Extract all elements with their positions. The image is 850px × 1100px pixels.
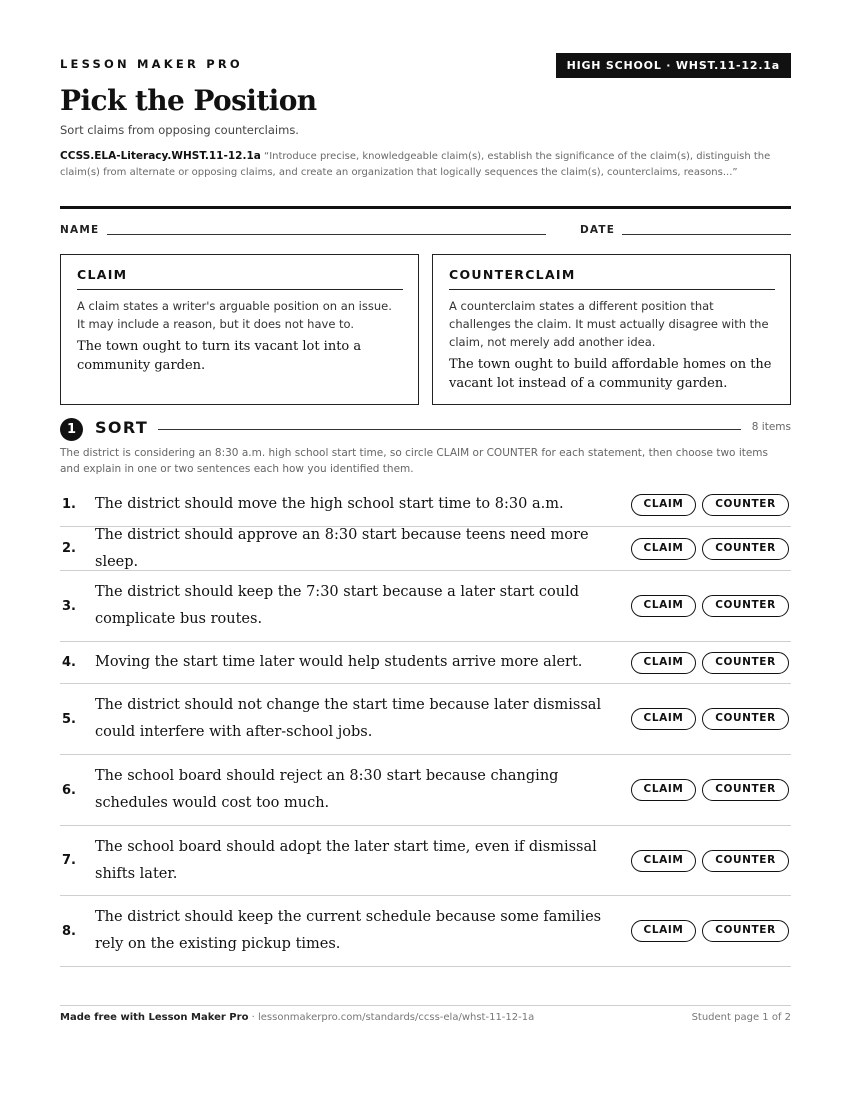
list-item <box>60 684 791 755</box>
choice-group <box>631 779 789 801</box>
item-statement: The district should keep the 7:30 start because a later start could complicate bus routes. <box>95 584 580 627</box>
name-field[interactable] <box>107 234 546 235</box>
section-divider <box>158 429 741 430</box>
date-field[interactable] <box>622 234 791 235</box>
standard-quote: “Introduce precise, knowledgeable claim(s), establish the significance of the claim(s), distinguish the claim(s) from alternate or opposing claims, and create an organization that logically sequences the claim(s), counterclaims, reasons...” <box>60 151 771 178</box>
worksheet-page <box>60 0 791 1100</box>
choice-group <box>631 494 789 516</box>
page-title: Pick the Position <box>60 84 317 117</box>
counter-choice-button[interactable]: COUNTER <box>702 920 789 942</box>
counter-choice-button[interactable]: COUNTER <box>702 708 789 730</box>
section-instructions: The district is considering an 8:30 a.m. high school start time, so circle CLAIM or COUNTER for each statement, then choose two items and explain in one or two sentences each how you identified them. <box>60 447 769 475</box>
list-item <box>60 642 791 684</box>
item-number: 3. <box>62 598 76 614</box>
choice-group <box>631 708 789 730</box>
counter-choice-button[interactable]: COUNTER <box>702 538 789 560</box>
claim-choice-button[interactable]: CLAIM <box>631 538 696 560</box>
claim-choice-button[interactable]: CLAIM <box>631 652 696 674</box>
item-number: 2. <box>62 541 76 556</box>
claim-choice-button[interactable]: CLAIM <box>631 708 696 730</box>
item-statement: Moving the start time later would help students arrive more alert. <box>95 654 583 670</box>
page-subtitle: Sort claims from opposing counterclaims. <box>60 123 299 137</box>
standard-description <box>60 148 791 181</box>
list-item <box>60 527 791 571</box>
item-number: 4. <box>62 655 76 670</box>
list-item <box>60 571 791 642</box>
item-count: 8 items <box>751 421 791 433</box>
item-number: 1. <box>62 497 76 512</box>
choice-group <box>631 538 789 560</box>
standard-code: CCSS.ELA-Literacy.WHST.11-12.1a <box>60 150 261 162</box>
footer-credit <box>60 1012 534 1023</box>
item-statement: The school board should reject an 8:30 start because changing schedules would cost too much. <box>95 768 559 811</box>
sort-items-list <box>60 483 791 967</box>
counterclaim-box-heading: COUNTERCLAIM <box>449 267 775 290</box>
claim-definition-box <box>60 254 419 405</box>
claim-definition: A claim states a writer's arguable position on an issue. It may include a reason, but it does not have to. <box>77 299 392 331</box>
footer-made-with: Made free with Lesson Maker Pro <box>60 1012 249 1023</box>
counter-choice-button[interactable]: COUNTER <box>702 652 789 674</box>
item-number: 7. <box>62 853 76 868</box>
choice-group <box>631 595 789 617</box>
claim-choice-button[interactable]: CLAIM <box>631 595 696 617</box>
item-statement: The school board should adopt the later start time, even if dismissal shifts later. <box>95 838 597 882</box>
counterclaim-example: The town ought to build affordable homes on the vacant lot instead of a community garden. <box>449 357 772 391</box>
claim-choice-button[interactable]: CLAIM <box>631 494 696 516</box>
choice-group <box>631 920 789 942</box>
footer-page-number: Student page 1 of 2 <box>691 1012 791 1023</box>
counter-choice-button[interactable]: COUNTER <box>702 494 789 516</box>
claim-example: The town ought to turn its vacant lot into a community garden. <box>77 339 362 373</box>
header-divider <box>60 206 791 209</box>
list-item <box>60 755 791 826</box>
item-number: 5. <box>62 711 76 727</box>
claim-choice-button[interactable]: CLAIM <box>631 850 696 872</box>
item-statement: The district should approve an 8:30 start because teens need more sleep. <box>95 526 589 570</box>
footer-divider <box>60 1005 791 1006</box>
section-number-badge: 1 <box>60 418 83 441</box>
claim-choice-button[interactable]: CLAIM <box>631 920 696 942</box>
list-item <box>60 896 791 967</box>
choice-group <box>631 652 789 674</box>
claim-box-heading: CLAIM <box>77 267 403 290</box>
counter-choice-button[interactable]: COUNTER <box>702 779 789 801</box>
item-statement: The district should not change the start time because later dismissal could interfere with after-school jobs. <box>95 697 602 740</box>
grade-standard-badge: HIGH SCHOOL · WHST.11-12.1a <box>556 53 791 78</box>
counter-choice-button[interactable]: COUNTER <box>702 595 789 617</box>
footer-url[interactable]: · lessonmakerpro.com/standards/ccss-ela/whst-11-12-1a <box>251 1012 535 1023</box>
date-label: DATE <box>580 224 616 236</box>
counterclaim-definition-box <box>432 254 791 405</box>
brand-name: LESSON MAKER PRO <box>60 57 243 71</box>
list-item <box>60 826 791 896</box>
choice-group <box>631 850 789 872</box>
name-label: NAME <box>60 224 100 236</box>
item-number: 6. <box>62 782 76 798</box>
list-item <box>60 483 791 527</box>
claim-choice-button[interactable]: CLAIM <box>631 779 696 801</box>
counter-choice-button[interactable]: COUNTER <box>702 850 789 872</box>
counterclaim-definition: A counterclaim states a different position that challenges the claim. It must actually disagree with the claim, not merely add another idea. <box>449 299 769 349</box>
item-number: 8. <box>62 923 76 939</box>
section-title: SORT <box>95 418 149 437</box>
item-statement: The district should move the high school start time to 8:30 a.m. <box>95 496 564 512</box>
item-statement: The district should keep the current schedule because some families rely on the existing pickup times. <box>95 909 602 952</box>
